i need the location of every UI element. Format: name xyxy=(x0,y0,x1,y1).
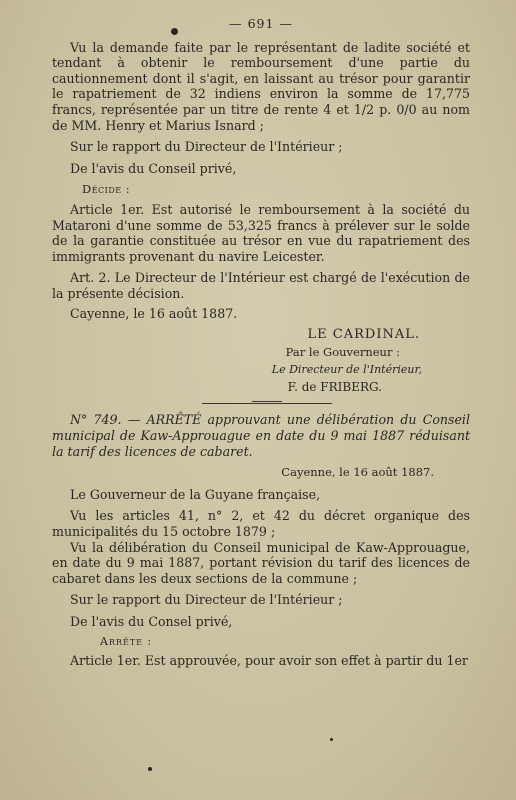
section-divider xyxy=(202,403,332,404)
article-1: Article 1er. Est autorisé le remboursement à la société du Mataroni d'une somme de 53,325 francs à prélever sur le solde de la garantie constituée au trésor en vue du rapatriement des immigrants provenant du navire Leicester. xyxy=(52,201,470,264)
ink-spot xyxy=(148,767,152,771)
arrete-label: Arrête : xyxy=(100,634,153,648)
paragraph: Vu la délibération du Conseil municipal de Kaw-Approuague, en date du 9 mai 1887, portant révision du tarif des licences de cabaret dans les deux sections de la commune ; xyxy=(52,539,470,586)
decide-label: Décide : xyxy=(82,182,131,197)
signature-block xyxy=(52,327,470,395)
article-2: Art. 2. Le Directeur de l'Intérieur est chargé de l'exécution de la présente décision. xyxy=(52,270,470,301)
paragraph: De l'avis du Conseil privé, xyxy=(70,160,237,176)
paragraph: Vu les articles 41, n° 2, et 42 du décret organique des municipalités du 15 octobre 1879 ; xyxy=(52,508,470,540)
arrete-article-1: Article 1er. Est approuvée, pour avoir son effet à partir du 1er xyxy=(70,653,468,669)
signature-title: Le Directeur de l'Intérieur, xyxy=(271,363,422,377)
signature-official: F. de FRIBERG. xyxy=(287,379,382,394)
decision-date: Cayenne, le 16 août 1887. xyxy=(70,305,238,321)
arrete-date: Cayenne, le 16 août 1887. xyxy=(281,465,434,480)
ink-spot xyxy=(330,738,333,741)
signature-name: LE CARDINAL. xyxy=(307,327,420,343)
arrete-heading: N° 749. — ARRÊTÉ approuvant une délibération du Conseil municipal de Kaw-Approuague en date du 9 mai 1887 réduisant la tarif des licences de cabaret. xyxy=(52,412,470,459)
page-content xyxy=(52,16,470,669)
signature-line: Par le Gouverneur : xyxy=(285,344,400,359)
paragraph: Sur le rapport du Directeur de l'Intérieur ; xyxy=(70,139,343,155)
page-number: — 691 — xyxy=(229,16,293,31)
paragraph: Vu la demande faite par le représentant de ladite société et tendant à obtenir le remboursement d'une partie du cautionnement dont il s'agit, en laissant au trésor pour garantir le rapatriement de 32 indiens environ la somme de 17,775 francs, représentée par un titre de rente 4 et 1/2 p. 0/0 au nom de MM. Henry et Marius Isnard ; xyxy=(52,39,470,133)
paragraph: Sur le rapport du Directeur de l'Intérieur ; xyxy=(70,592,343,608)
paragraph: De l'avis du Consel privé, xyxy=(70,614,233,629)
paragraph: Le Gouverneur de la Guyane française, xyxy=(70,486,321,502)
